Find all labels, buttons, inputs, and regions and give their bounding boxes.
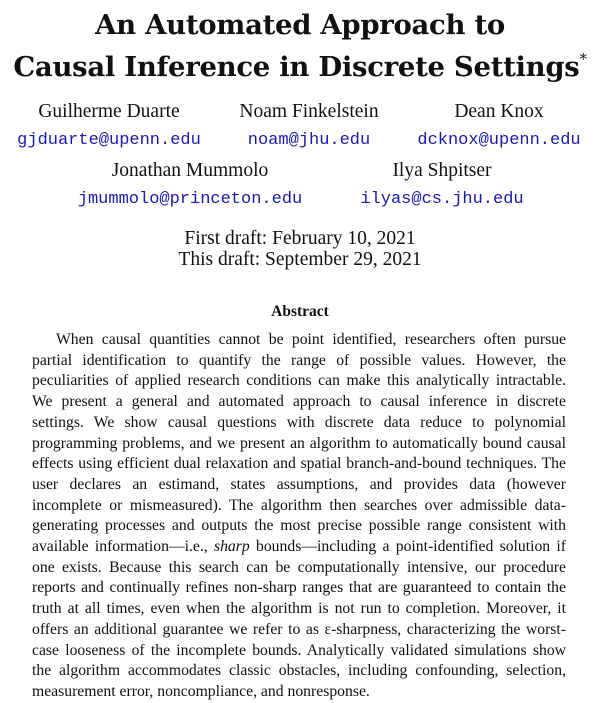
paper-title <box>0 8 600 84</box>
title-footnote-mark: * <box>579 50 587 68</box>
author-email[interactable]: ilyas@cs.jhu.edu <box>360 190 524 209</box>
abstract-emphasis-sharp: sharp <box>213 538 250 556</box>
this-draft-date: This draft: September 29, 2021 <box>178 249 422 270</box>
author-email[interactable]: gjduarte@upenn.edu <box>17 131 201 150</box>
author-block-knox <box>404 100 594 153</box>
author-block-mummolo <box>60 159 320 212</box>
title-line-2-text: Causal Inference in Discrete Settings <box>13 51 580 83</box>
author-email[interactable]: dcknox@upenn.edu <box>417 131 581 150</box>
author-block-shpitser <box>342 159 542 212</box>
author-block-duarte <box>14 100 204 153</box>
abstract-text-part-1: When causal quantities cannot be point identified, researchers often pursue partial identification to quantify the range of possible values. However, the peculiarities of applied research conditions can make this analytically intractable. We present a general and automated approach to causal inference in discrete settings. We show causal questions with discrete data reduce to polynomial programming problems, and we present an algorithm to automatically bound causal effects using efficient dual relaxation and spatial branch-and-bound techniques. The user declares an estimand, states assumptions, and provides data (however incomplete or mismeasured). The algorithm then searches over admissible data-generating processes and outputs the most precise possible range consistent with available information—i.e., <box>32 331 566 556</box>
author-block-finkelstein <box>214 100 404 153</box>
author-email[interactable]: noam@jhu.edu <box>247 131 371 150</box>
abstract-text-part-2: bounds—including a point-identified solution if one exists. Because this search can be computationally intensive, our procedure reports and continually refines non-sharp ranges that are guaranteed to contain the truth at all times, even when the algorithm is not run to completion. Moreover, it offers an additional guarantee we refer to as ε-sharpness, characterizing the worst-case looseness of the incomplete bounds. Analytically validated simulations show the algorithm accommodates classic obstacles, including confounding, selection, measurement error, noncompliance, and nonresponse. <box>32 538 566 700</box>
author-name: Jonathan Mummolo <box>111 160 269 181</box>
first-draft-date: First draft: February 10, 2021 <box>184 228 416 249</box>
author-name: Ilya Shpitser <box>392 160 492 181</box>
title-line-1: An Automated Approach to <box>95 9 505 41</box>
author-name: Dean Knox <box>454 101 544 122</box>
title-line-2 <box>0 42 600 84</box>
author-name: Noam Finkelstein <box>239 101 379 122</box>
abstract-heading: Abstract <box>271 303 329 320</box>
author-name: Guilherme Duarte <box>38 101 180 122</box>
draft-dates <box>0 228 600 270</box>
abstract-body <box>32 330 566 703</box>
author-email[interactable]: jmummolo@princeton.edu <box>77 190 303 209</box>
